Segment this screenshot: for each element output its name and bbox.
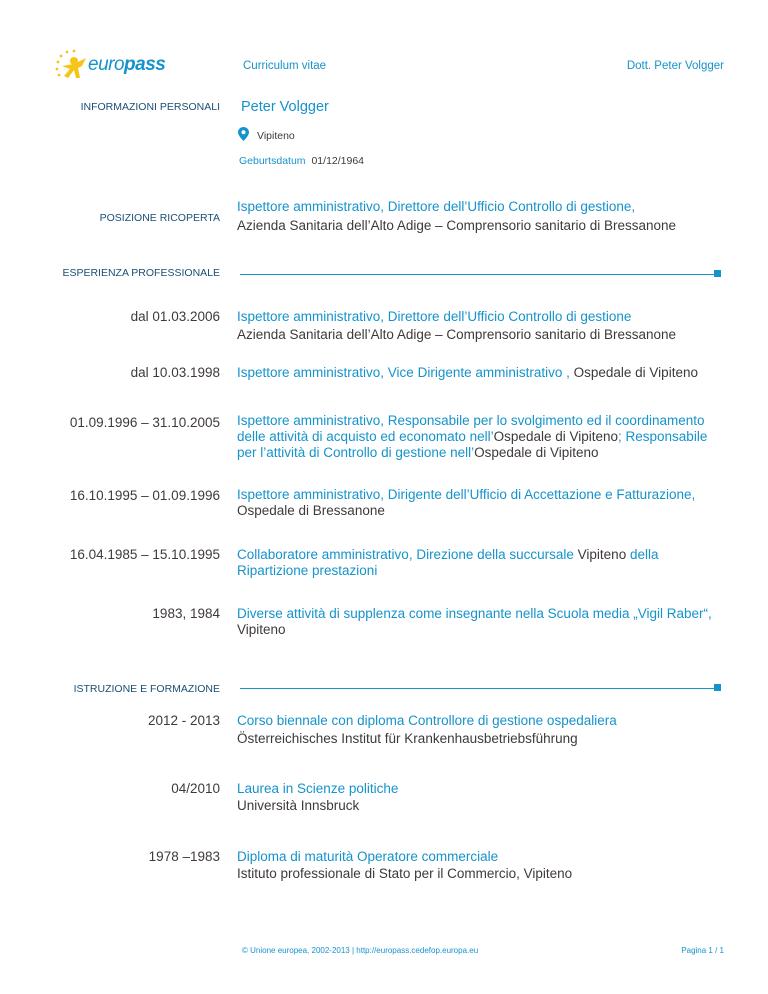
position-label: POSIZIONE RICOPERTA bbox=[99, 212, 220, 224]
exp-title: Ispettore amministrativo, Direttore dell’Ufficio Controllo di gestione bbox=[237, 309, 632, 324]
birth-date: 01/12/1964 bbox=[311, 155, 365, 167]
edu-title: Laurea in Scienze politiche bbox=[237, 781, 399, 796]
exp-title-line bbox=[237, 445, 717, 461]
map-pin-icon bbox=[238, 127, 249, 141]
section-marker bbox=[714, 270, 721, 277]
exp-org: Vipiteno bbox=[237, 622, 286, 637]
exp-org: Ospedale di Vipiteno bbox=[569, 365, 698, 380]
footer-copyright: © Unione europea, 2002-2013 | http://europass.cedefop.europa.eu bbox=[242, 946, 479, 955]
edu-title: Corso biennale con diploma Controllore di gestione ospedaliera bbox=[237, 713, 617, 728]
exp-title-part: delle attività di acquisto ed economato nell’ bbox=[237, 429, 494, 444]
doc-title: Curriculum vitae bbox=[243, 60, 327, 72]
exp-title-line bbox=[237, 429, 717, 445]
birth-row bbox=[239, 155, 364, 167]
exp-title-line bbox=[237, 365, 717, 381]
position-org: Azienda Sanitaria dell’Alto Adige – Comprensorio sanitario di Bressanone bbox=[237, 218, 677, 233]
exp-org: Ospedale di Vipiteno bbox=[493, 429, 619, 444]
exp-org: Vipiteno bbox=[577, 547, 627, 562]
person-name: Peter Volgger bbox=[241, 99, 329, 115]
exp-title-part: ; Responsabile bbox=[618, 429, 708, 444]
exp-org: Ospedale di Bressanone bbox=[237, 503, 385, 518]
exp-date: 01.09.1996 – 31.10.2005 bbox=[69, 415, 220, 430]
location-text: Vipiteno bbox=[257, 130, 295, 142]
edu-date: 1978 –1983 bbox=[148, 849, 220, 864]
edu-institution: Österreichisches Institut für Krankenhausbetriebsführung bbox=[237, 731, 578, 746]
exp-date: dal 01.03.2006 bbox=[130, 309, 220, 324]
exp-title-part: della bbox=[626, 547, 659, 562]
exp-org: Azienda Sanitaria dell’Alto Adige – Comprensorio sanitario di Bressanone bbox=[237, 327, 677, 342]
exp-org: Ospedale di Vipiteno bbox=[474, 445, 599, 460]
exp-date: 16.10.1995 – 01.09.1996 bbox=[69, 488, 220, 503]
birth-label: Geburtsdatum bbox=[239, 155, 306, 167]
personal-info-label: INFORMAZIONI PERSONALI bbox=[80, 101, 220, 113]
footer-page-number: Pagina 1 / 1 bbox=[681, 946, 724, 955]
education-section-label: ISTRUZIONE E FORMAZIONE bbox=[73, 683, 220, 695]
exp-title-part: per l’attività di Controllo di gestione nell’ bbox=[237, 445, 475, 460]
exp-title-line bbox=[237, 547, 717, 563]
exp-date: 16.04.1985 – 15.10.1995 bbox=[69, 547, 220, 562]
edu-date: 04/2010 bbox=[171, 781, 220, 796]
edu-title: Diploma di maturità Operatore commerciale bbox=[237, 849, 499, 864]
europass-star-figure-icon bbox=[52, 48, 92, 84]
header-person-name: Dott. Peter Volgger bbox=[626, 60, 724, 72]
exp-title: Ripartizione prestazioni bbox=[237, 563, 378, 578]
section-marker bbox=[714, 684, 721, 691]
exp-title: Ispettore amministrativo, Dirigente dell’Ufficio di Accettazione e Fatturazione, bbox=[237, 487, 696, 502]
exp-date: 1983, 1984 bbox=[152, 606, 220, 621]
experience-section-label: ESPERIENZA PROFESSIONALE bbox=[62, 267, 220, 279]
section-divider bbox=[240, 688, 714, 689]
exp-title: Diverse attività di supplenza come insegnante nella Scuola media „Vigil Raber“, bbox=[237, 606, 712, 621]
exp-date: dal 10.03.1998 bbox=[130, 365, 220, 380]
edu-date: 2012 - 2013 bbox=[147, 713, 220, 728]
section-divider bbox=[240, 274, 714, 275]
edu-institution: Istituto professionale di Stato per il Commercio, Vipiteno bbox=[237, 866, 573, 881]
exp-title-part: Collaboratore amministrativo, Direzione della succursale bbox=[237, 547, 578, 562]
logo-wordmark: europass bbox=[88, 54, 166, 75]
europass-logo bbox=[52, 48, 166, 84]
exp-title: Ispettore amministrativo, Vice Dirigente amministrativo , bbox=[237, 365, 570, 380]
position-title: Ispettore amministrativo, Direttore dell’Ufficio Controllo di gestione, bbox=[237, 199, 636, 214]
exp-title: Ispettore amministrativo, Responsabile per lo svolgimento ed il coordinamento bbox=[237, 413, 705, 428]
edu-institution: Università Innsbruck bbox=[237, 798, 360, 813]
